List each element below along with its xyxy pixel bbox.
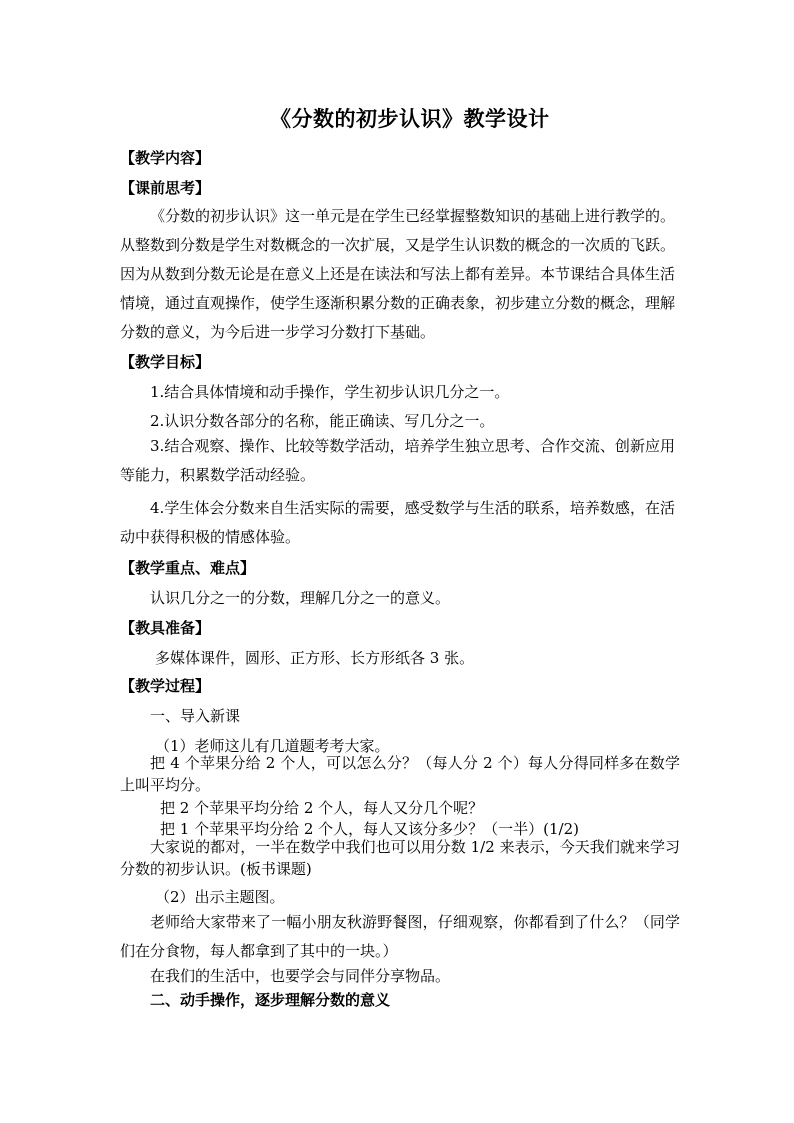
teaching-tools-text: 多媒体课件，圆形、正方形、长方形纸各 3 张。 xyxy=(155,649,475,667)
step-1-question-c: 把 1 个苹果平均分给 2 个人，每人又该分多少？（一半）(1/2) xyxy=(160,820,580,838)
step-2-title: 二、动手操作，逐步理解分数的意义 xyxy=(150,991,391,1009)
document-title: 《分数的初步认识》教学设计 xyxy=(270,106,550,131)
step-1-summary: 大家说的都对，一半在数学中我们也可以用分数 1/2 来表示，今天我们就来学习分数的初步认识。(板书课题) xyxy=(120,838,680,878)
heading-pre-class-thinking: 【课前思考】 xyxy=(120,179,211,197)
heading-teaching-tools: 【教具准备】 xyxy=(120,619,211,637)
step-1-title: 一、导入新课 xyxy=(150,707,241,725)
heading-teaching-process: 【教学过程】 xyxy=(120,677,211,695)
key-points-text: 认识几分之一的分数，理解几分之一的意义。 xyxy=(150,589,451,607)
goal-item-2: 2.认识分数各部分的名称，能正确读、写几分之一。 xyxy=(150,412,495,430)
step-2-sharing: 在我们的生活中，也要学会与同伴分享物品。 xyxy=(150,967,451,985)
step-1-question-b: 把 2 个苹果平均分给 2 个人，每人又分几个呢？ xyxy=(160,799,484,817)
heading-teaching-goals: 【教学目标】 xyxy=(120,353,211,371)
step-1-question-a: 把 4 个苹果分给 2 个人，可以怎么分？（每人分 2 个）每人分得同样多在数学上叫平均分。 xyxy=(120,754,680,794)
goal-item-1: 1.结合具体情境和动手操作，学生初步认识几分之一。 xyxy=(150,383,510,401)
paragraph-pre-class-thinking: 《分数的初步认识》这一单元是在学生已经掌握整数知识的基础上进行教学的。从整数到分数是学生对数概念的一次扩展，又是学生认识数的概念的一次质的飞跃。因为从数到分数无论是在意义上还是在读法和写法上都有差异。本节课结合具体生活情境，通过直观操作，使学生逐渐积累分数的正确表象，初步建立分数的概念，理解分数的意义，为今后进一步学习分数打下基础。 xyxy=(120,207,676,341)
heading-key-points: 【教学重点、难点】 xyxy=(120,559,256,577)
step-1-question-intro: （1）老师这儿有几道题考考大家。 xyxy=(155,737,390,755)
goal-item-3: 3.结合观察、操作、比较等数学活动，培养学生独立思考、合作交流、创新应用等能力，积累数学活动经验。 xyxy=(120,437,675,484)
step-2-observation: 老师给大家带来了一幅小朋友秋游野餐图，仔细观察，你都看到了什么？（同学们在分食物，每人都拿到了其中的一块。） xyxy=(120,913,680,960)
goal-item-4: 4.学生体会分数来自生活实际的需要，感受数学与生活的联系，培养数感，在活动中获得积极的情感体验。 xyxy=(120,499,675,546)
step-2-intro: （2）出示主题图。 xyxy=(155,888,285,906)
heading-teaching-content: 【教学内容】 xyxy=(120,149,211,167)
